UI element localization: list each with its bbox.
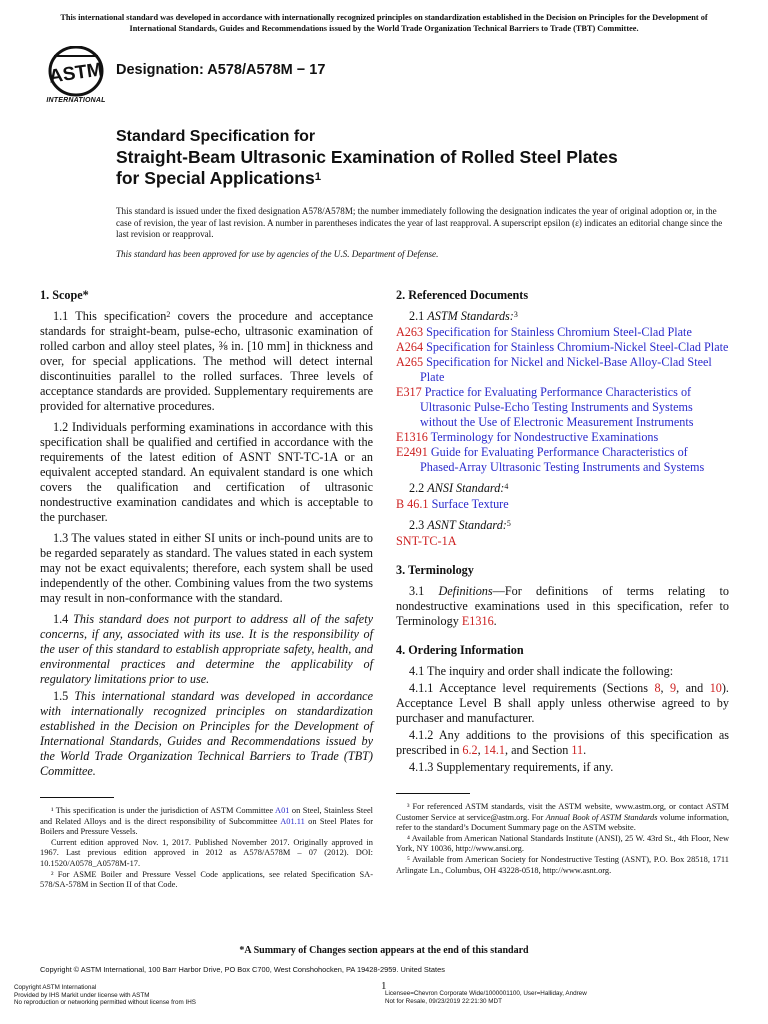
astm-standards-text: ASTM Standards: — [427, 309, 514, 323]
scope-para-1-4-num: 1.4 — [53, 612, 74, 626]
ordering-4-1-1-text: 4.1.1 Acceptance level requirements (Sections — [409, 681, 655, 695]
footnote-3-book-title: Annual Book of ASTM Standards — [545, 812, 658, 822]
reference-item[interactable] — [396, 355, 729, 385]
scope-para-1-2: 1.2 Individuals performing examinations in accordance with this specification shall be qualified and certified in accordance with the requirements of the latest edition of ASNT SNT-TC-1A or an equivalent accepted standard. An equivalent standard is one which covers the qualification and certification of ultrasonic nondestructive examination candidates and which is acceptable to the purchaser. — [40, 420, 373, 524]
reference-code[interactable]: A263 — [396, 325, 424, 339]
ordering-para-4-1: 4.1 The inquiry and order shall indicate the following: — [409, 664, 674, 678]
footnote-ref-4[interactable]: 4 — [504, 482, 509, 492]
footnote-2: ² For ASME Boiler and Pressure Vessel Code applications, see related Specification SA-578/SA-578M in Section II of that Code. — [40, 869, 373, 890]
ansi-reference-code[interactable]: B 46.1 — [396, 497, 429, 511]
footnote-1-text-cont: on Steel, Stainless Steel and Related Alloys and is the direct responsibility of Subcommittee — [40, 806, 373, 826]
asnt-reference-code[interactable]: SNT-TC-1A — [396, 534, 457, 548]
summary-of-changes-note: *A Summary of Changes section appears at the end of this standard — [239, 945, 529, 956]
title-line-3 — [116, 168, 736, 189]
footnote-ref-2[interactable]: 2 — [166, 310, 171, 320]
license-right — [385, 990, 587, 1005]
reference-item[interactable] — [396, 445, 729, 475]
terminology-text: —For definitions of terms relating to nondestructive examinations used in this specification, refer to Terminology — [396, 584, 729, 628]
astm-logo-letters: ASTM — [47, 59, 105, 88]
designation: Designation: A578/A578M − 17 — [116, 62, 326, 78]
document-title — [116, 126, 736, 189]
international-standard-notice: This international standard was developed in accordance with internationally recognized principles on standardization established in the Decision on Principles for the Development of International Standards, Guides and Recommendations issued by the World Trade Organization Technical Barriers to Trade (TBT) Committee. — [60, 13, 708, 33]
footnote-1 — [40, 806, 373, 838]
reference-code[interactable]: E2491 — [396, 445, 428, 459]
footnote-3 — [396, 802, 729, 834]
section-10-link[interactable]: 10 — [709, 681, 722, 695]
separator: , and Section — [505, 743, 572, 757]
ordering-4-1-2-text: 4.1.2 Any additions to the provisions of this specification as prescribed in — [396, 728, 729, 757]
title-footnote-mark: 1 — [314, 171, 322, 184]
license-left-line: Provided by IHS Markit under license with ASTM — [14, 991, 150, 999]
reference-title[interactable]: Practice for Evaluating Performance Characteristics of Ultrasonic Pulse-Echo Testing Instruments and Systems without the Use of Electronic Measurement Instruments — [420, 385, 694, 429]
asnt-standard-num: 2.3 — [409, 518, 428, 532]
reference-code[interactable]: A264 — [396, 340, 424, 354]
section-6-2-link[interactable]: 6.2 — [462, 743, 478, 757]
ordering-para-4-1-1 — [396, 681, 729, 726]
reference-item[interactable] — [396, 325, 729, 340]
page-number: 1 — [381, 980, 387, 992]
scope-para-1-1 — [40, 309, 373, 414]
footnotes-right — [396, 802, 729, 876]
ansi-standard-label — [396, 481, 729, 496]
terminology-text-end: . — [493, 614, 497, 628]
right-column — [396, 288, 729, 876]
reference-title[interactable]: Guide for Evaluating Performance Characteristics of Phased-Array Ultrasonic Testing Instruments and Systems — [420, 445, 705, 474]
subcommittee-a01-11-link[interactable]: A01.11 — [280, 816, 305, 826]
reference-code[interactable]: E317 — [396, 385, 422, 399]
terminology-para-3-1 — [396, 584, 729, 629]
scope-para-1-4 — [40, 612, 373, 687]
reference-item[interactable] — [396, 385, 729, 430]
asnt-standard-text: ASNT Standard: — [427, 518, 507, 532]
terminology-num: 3.1 — [409, 584, 439, 598]
terminology-e1316-link[interactable]: E1316 — [461, 614, 494, 628]
separator: , — [660, 681, 671, 695]
footnote-rule — [40, 797, 114, 798]
footnotes-left — [40, 806, 373, 891]
title-line-2: Straight-Beam Ultrasonic Examination of Rolled Steel Plates — [116, 147, 618, 167]
footnote-3-text-end: volume information, refer to the standard’s Document Summary page on the ASTM website. — [396, 812, 729, 833]
scope-para-1-1-text: 1.1 This specification — [53, 309, 167, 323]
copyright-line: Copyright © ASTM International, 100 Barr Harbor Drive, PO Box C700, West Conshohocken, PA 19428-2959. United States — [40, 965, 445, 974]
separator: , — [477, 743, 484, 757]
title-line-1: Standard Specification for — [116, 128, 316, 145]
astm-logo-subtext: INTERNATIONAL — [46, 97, 106, 104]
footnote-1-text-end: on Steel Plates for Boilers and Pressure Vessels. — [40, 816, 373, 837]
scope-para-1-1-text-cont: covers the procedure and acceptance standards for straight-beam, pulse-echo, ultrasonic examination of rolled carbon and alloy steel plates, ⅜ in. [10 mm] in thickness and over, for special applications. The method will detect internal discontinuities parallel to the rolled surfaces. Three levels of acceptance standards are provided. Supplementary requirements are provided for alternative procedures. — [40, 309, 373, 413]
footnote-rule — [396, 793, 470, 794]
referenced-documents-heading: 2. Referenced Documents — [396, 288, 529, 302]
ordering-4-1-2-text-end: . — [583, 743, 587, 757]
ordering-4-1-1-text-end: ). Acceptance Level B shall apply unless otherwise agreed to by purchaser and manufacturer. — [396, 681, 729, 725]
ansi-standard-text: ANSI Standard: — [427, 481, 505, 495]
astm-reference-list — [396, 325, 729, 475]
asnt-standard-label — [396, 518, 729, 533]
section-11-link[interactable]: 11 — [571, 743, 584, 757]
footnote-ref-3[interactable]: 3 — [513, 310, 518, 320]
scope-para-1-5-text: This international standard was developed in accordance with internationally recognized principles on standardization established in the Decision on Principles for the Development of International Standards, Guides and Recommendations issued by the World Trade Organization Technical Barriers to Trade (TBT) Committee. — [40, 689, 373, 778]
license-left-line: Copyright ASTM International — [14, 984, 97, 991]
reference-title[interactable]: Specification for Nickel and Nickel-Base Alloy-Clad Steel Plate — [420, 355, 712, 384]
committee-a01-link[interactable]: A01 — [275, 806, 290, 815]
ordering-information-heading: 4. Ordering Information — [396, 643, 524, 657]
ansi-reference-item[interactable] — [396, 497, 729, 512]
license-left — [14, 984, 196, 1007]
reference-code[interactable]: E1316 — [396, 430, 428, 444]
ansi-reference-title[interactable]: Surface Texture — [431, 497, 509, 511]
reference-title[interactable]: Specification for Stainless Chromium Steel-Clad Plate — [426, 325, 692, 339]
footnote-1-approval: Current edition approved Nov. 1, 2017. Published November 2017. Originally approved in 1967. Last previous edition approved in 2012 as A578/A578M – 07 (2012). DOI: 10.1520/A0578_A0578M-17. — [40, 837, 373, 868]
ordering-para-4-1-3: 4.1.3 Supplementary requirements, if any. — [409, 760, 614, 774]
section-14-1-link[interactable]: 14.1 — [483, 743, 505, 757]
terminology-heading: 3. Terminology — [396, 563, 474, 577]
scope-para-1-5-num: 1.5 — [53, 689, 75, 703]
section-8-link[interactable]: 8 — [654, 681, 661, 695]
approval-note: This standard has been approved for use by agencies of the U.S. Department of Defense. — [116, 249, 439, 259]
section-9-link[interactable]: 9 — [670, 681, 677, 695]
footnote-ref-5[interactable]: 5 — [506, 519, 511, 529]
scope-heading: 1. Scope* — [40, 288, 89, 302]
license-left-line: No reproduction or networking permitted without license from IHS — [14, 999, 196, 1007]
footnote-1-text: ¹ This specification is under the jurisdiction of ASTM Committee — [51, 806, 276, 815]
scope-para-1-5 — [40, 689, 373, 779]
license-right-line: Not for Resale, 09/23/2019 22:21:30 MDT — [385, 997, 502, 1005]
issue-note: This standard is issued under the fixed designation A578/A578M; the number immediately following the designation indicates the year of original adoption or, in the case of revision, the year of last revision. A number in parentheses indicates the year of last reapproval. A superscript epsilon (ε) indicates an editorial change since the last revision or reapproval. — [116, 206, 723, 239]
terminology-term: Definitions — [438, 584, 493, 598]
left-column — [40, 288, 373, 891]
license-right-line: Licensee=Chevron Corporate Wide/1000001100, User=Halliday, Andrew — [385, 990, 587, 997]
asnt-reference-item[interactable] — [396, 534, 729, 549]
reference-title[interactable]: Terminology for Nondestructive Examinations — [430, 430, 659, 444]
scope-para-1-3: 1.3 The values stated in either SI units or inch-pound units are to be regarded separately as standard. The values stated in each system may not be exact equivalents; therefore, each system shall be used independently of the other. Combining values from the two systems may result in non-conformance with the standard. — [40, 531, 373, 605]
footnote-4: ⁴ Available from American National Standards Institute (ANSI), 25 W. 43rd St., 4th Floor, New York, NY 10036, http://www.ansi.org. — [396, 833, 729, 854]
reference-item[interactable] — [396, 340, 729, 355]
astm-standards-num: 2.1 — [409, 309, 428, 323]
scope-para-1-4-text: This standard does not purport to address all of the safety concerns, if any, associated with its use. It is the responsibility of the user of this standard to establish appropriate safety, health, and environmental practices and determine the applicability of regulatory limitations prior to use. — [40, 612, 373, 686]
title-line-3-text: for Special Applications — [116, 168, 315, 188]
footnote-3-text: ³ For referenced ASTM standards, visit the ASTM website, www.astm.org, or contact ASTM Customer Service at service@astm.org. For — [396, 802, 729, 822]
separator: , and — [676, 681, 710, 695]
astm-standards-label — [396, 309, 729, 324]
reference-item[interactable] — [396, 430, 729, 445]
ansi-standard-num: 2.2 — [409, 481, 428, 495]
reference-code[interactable]: A265 — [396, 355, 424, 369]
footnote-5: ⁵ Available from American Society for Nondestructive Testing (ASNT), P.O. Box 28518, 1711 Arlingate Ln., Columbus, OH 43228-0518, http://www.asnt.org. — [396, 854, 729, 875]
ordering-para-4-1-2 — [396, 728, 729, 758]
reference-title[interactable]: Specification for Stainless Chromium-Nickel Steel-Clad Plate — [426, 340, 729, 354]
